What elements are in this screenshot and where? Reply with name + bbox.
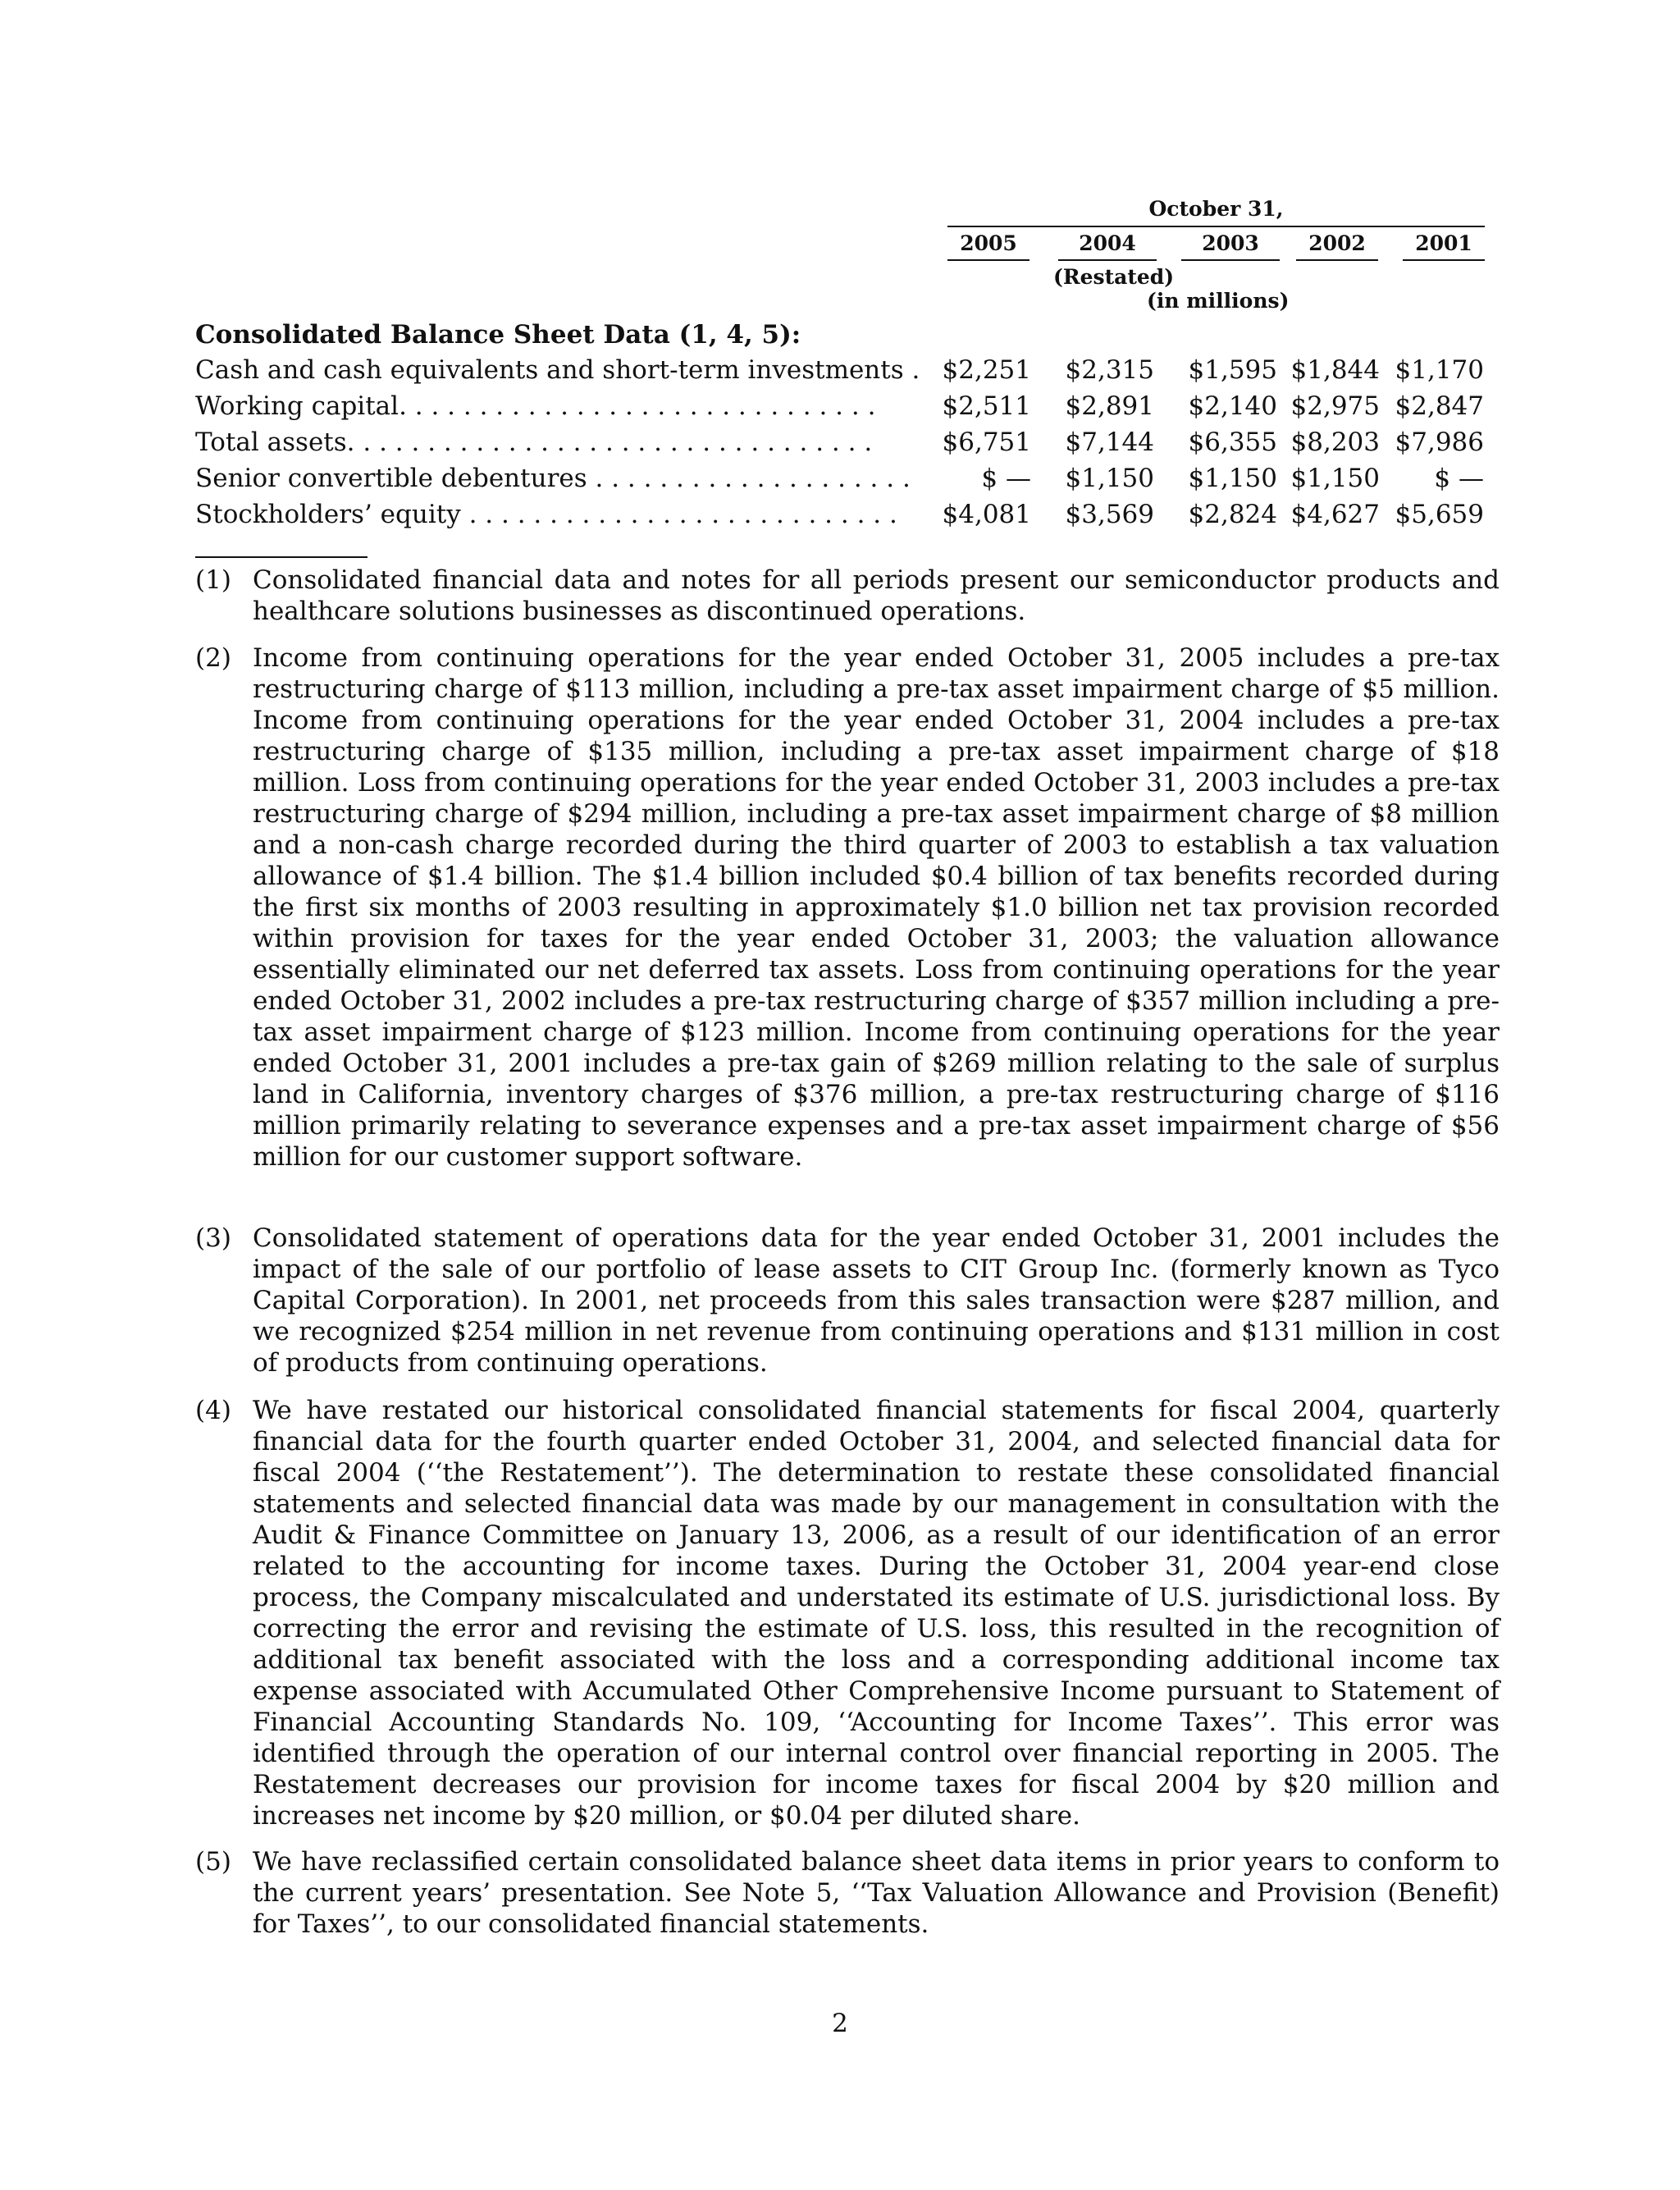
cell-2004: $2,315 [1065, 355, 1154, 385]
table-row [0, 427, 1680, 464]
year-header-2002: 2002 [1296, 231, 1378, 261]
footnote-divider [195, 556, 368, 558]
units-note: (in millions) [1147, 289, 1290, 313]
table-row [0, 500, 1680, 536]
footnote-number: (2) [195, 643, 231, 673]
cell-2002: $1,150 [1290, 464, 1380, 493]
dot-leader: . . . . . . . . . . . . . . . . . . . . . . . . . . . . . . [399, 391, 876, 421]
cell-2003: $2,824 [1188, 500, 1277, 529]
section-title: Consolidated Balance Sheet Data (1, 4, 5): [195, 320, 801, 350]
table-row [0, 355, 1680, 391]
table-row [0, 391, 1680, 427]
cell-2005: $2,511 [942, 391, 1031, 421]
row-label: Working capital. . . . . . . . . . . . . . . . . . . . . . . . . . . . . . [195, 391, 876, 421]
dot-leader: . [903, 355, 920, 385]
cell-2002: $1,844 [1290, 355, 1380, 385]
dot-leader: . . . . . . . . . . . . . . . . . . . . . . . . . . . [460, 500, 897, 529]
restated-note: (Restated) [1053, 265, 1175, 289]
cell-2004: $1,150 [1065, 464, 1154, 493]
footnote-number: (5) [195, 1847, 231, 1877]
cell-2003: $1,595 [1188, 355, 1277, 385]
year-header-2004: 2004 [1058, 231, 1157, 261]
row-label: Cash and cash equivalents and short-term investments . [195, 355, 920, 385]
cell-2005: $6,751 [942, 427, 1031, 457]
footnote-text: We have reclassified certain consolidated balance sheet data items in prior years to conform to the current years’ presentation. See Note 5, ‘‘Tax Valuation Allowance and Provision (Benefit) for Taxes’’, to our consolidated financial statements. [253, 1847, 1500, 1939]
cell-2002: $4,627 [1290, 500, 1380, 529]
row-label: Total assets. . . . . . . . . . . . . . . . . . . . . . . . . . . . . . . . . [195, 427, 873, 457]
row-label: Senior convertible debentures . . . . . . . . . . . . . . . . . . . . [195, 464, 911, 493]
footnote-number: (1) [195, 565, 231, 595]
cell-2004: $2,891 [1065, 391, 1154, 421]
cell-2005: $4,081 [942, 500, 1031, 529]
cell-2003: $2,140 [1188, 391, 1277, 421]
cell-2001: $2,847 [1395, 391, 1484, 421]
footnote-number: (3) [195, 1223, 231, 1253]
footnote-text: Consolidated financial data and notes for all periods present our semiconductor products and healthcare solutions businesses as discontinued operations. [253, 565, 1500, 626]
cell-2001: $5,659 [1395, 500, 1484, 529]
year-header-2001: 2001 [1403, 231, 1485, 261]
cell-2005: $ — [981, 464, 1031, 493]
row-label: Stockholders’ equity . . . . . . . . . . . . . . . . . . . . . . . . . . . [195, 500, 897, 529]
cell-2004: $7,144 [1065, 427, 1154, 457]
cell-2001: $ — [1434, 464, 1484, 493]
dot-leader: . . . . . . . . . . . . . . . . . . . . [587, 464, 911, 493]
footnote-text: Consolidated statement of operations data for the year ended October 31, 2001 includes the impact of the sale of our portfolio of lease assets to CIT Group Inc. (formerly known as Tyco Capital Corporation). In 2001, net proceeds from this sales transaction were $287 million, and we recognized $254 million in net revenue from continuing operations and $131 million in cost of products from continuing operations. [253, 1223, 1500, 1378]
footnote-number: (4) [195, 1396, 231, 1425]
cell-2002: $2,975 [1290, 391, 1380, 421]
cell-2002: $8,203 [1290, 427, 1380, 457]
table-row [0, 464, 1680, 500]
year-header-2005: 2005 [947, 231, 1029, 261]
cell-2003: $6,355 [1188, 427, 1277, 457]
page-number: 2 [832, 2009, 848, 2038]
period-header: October 31, [947, 197, 1485, 227]
cell-2005: $2,251 [942, 355, 1031, 385]
cell-2004: $3,569 [1065, 500, 1154, 529]
footnote-text: We have restated our historical consolidated financial statements for fiscal 2004, quarterly financial data for the fourth quarter ended October 31, 2004, and selected financial data for fiscal 2004 (‘‘the Restatement’’). The determination to restate these consolidated financial statements and selected financial data was made by our management in consultation with the Audit & Finance Committee on January 13, 2006, as a result of our identification of an error related to the accounting for income taxes. During the October 31, 2004 year-end close process, the Company miscalculated and understated its estimate of U.S. jurisdictional loss. By correcting the error and revising the estimate of U.S. loss, this resulted in the recognition of additional tax benefit associated with the loss and a corresponding additional income tax expense associated with Accumulated Other Comprehensive Income pursuant to Statement of Financial Accounting Standards No. 109, ‘‘Accounting for Income Taxes’’. This error was identified through the operation of our internal control over financial reporting in 2005. The Restatement decreases our provision for income taxes for fiscal 2004 by $20 million and increases net income by $20 million, or $0.04 per diluted share. [253, 1396, 1500, 1831]
cell-2003: $1,150 [1188, 464, 1277, 493]
footnote-text: Income from continuing operations for the year ended October 31, 2005 includes a pre-tax restructuring charge of $113 million, including a pre-tax asset impairment charge of $5 million. Income from continuing operations for the year ended October 31, 2004 includes a pre-tax restructuring charge of $135 million, including a pre-tax asset impairment charge of $18 million. Loss from continuing operations for the year ended October 31, 2003 includes a pre-tax restructuring charge of $294 million, including a pre-tax asset impairment charge of $8 million and a non-cash charge recorded during the third quarter of 2003 to establish a tax valuation allowance of $1.4 billion. The $1.4 billion included $0.4 billion of tax benefits recorded during the first six months of 2003 resulting in approximately $1.0 billion net tax provision recorded within provision for taxes for the year ended October 31, 2003; the valuation allowance essentially eliminated our net deferred tax assets. Loss from continuing operations for the year ended October 31, 2002 includes a pre-tax restructuring charge of $357 million including a pre-tax asset impairment charge of $123 million. Income from continuing operations for the year ended October 31, 2001 includes a pre-tax gain of $269 million relating to the sale of surplus land in California, inventory charges of $376 million, a pre-tax restructuring charge of $116 million primarily relating to severance expenses and a pre-tax asset impairment charge of $56 million for our customer support software. [253, 643, 1500, 1172]
cell-2001: $1,170 [1395, 355, 1484, 385]
cell-2001: $7,986 [1395, 427, 1484, 457]
year-header-2003: 2003 [1181, 231, 1280, 261]
dot-leader: . . . . . . . . . . . . . . . . . . . . . . . . . . . . . . . . . [346, 427, 873, 457]
